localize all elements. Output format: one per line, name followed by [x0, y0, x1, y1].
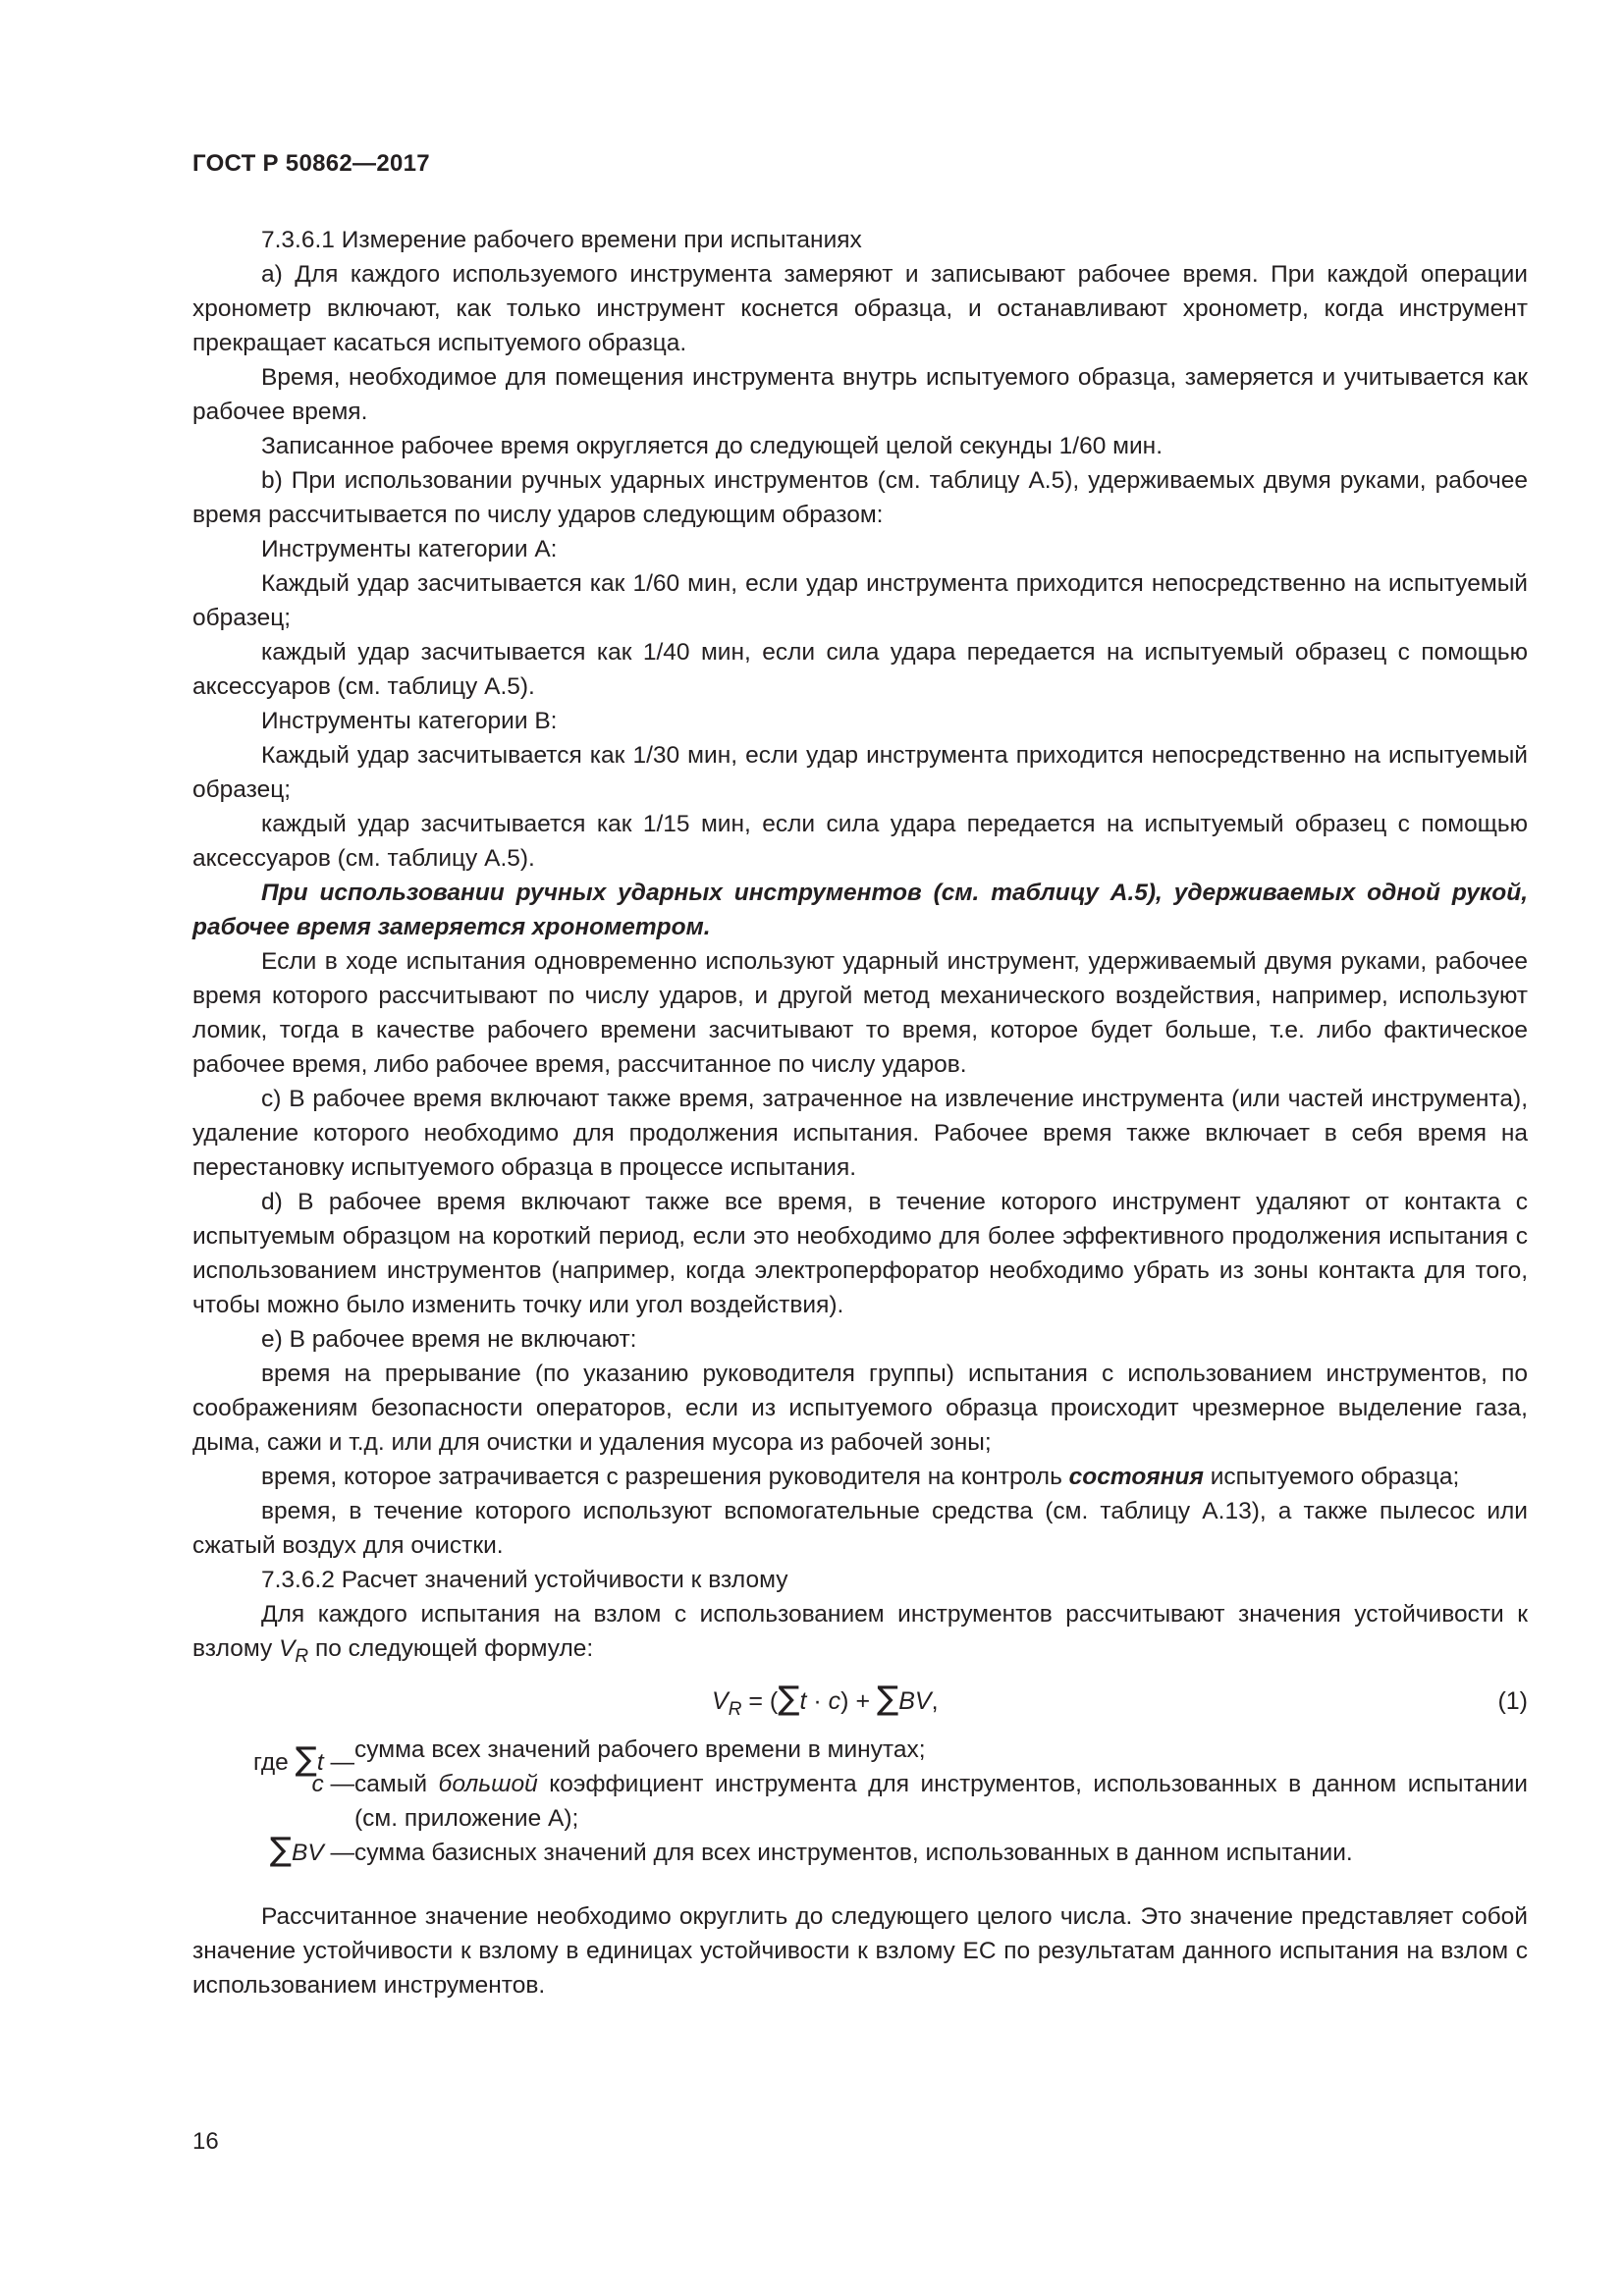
- definition-text: сумма базисных значений для всех инструментов, использованных в данном испытании.: [354, 1840, 1353, 1866]
- definition-text: [354, 1767, 1528, 1836]
- paragraph: d) В рабочее время включают также все время, в течение которого инструмент удаляют от контакта с испытуемым образцом на короткий период, если это необходимо для более эффективного продолжения испытания с использованием инструментов (например, когда электроперфоратор необходимо убрать из зоны контакта для того, чтобы можно было изменить точку или угол воздействия).: [192, 1189, 1528, 1318]
- formula-1: [192, 1678, 1528, 1725]
- paragraph: e) В рабочее время не включают:: [261, 1326, 637, 1353]
- definition-sum-bv: [192, 1830, 1528, 1870]
- symbol-r-subscript: R: [295, 1646, 309, 1667]
- clause-7-3-6-1-heading: 7.3.6.1 Измерение рабочего времени при испытаниях: [261, 227, 862, 253]
- formula-expression: [712, 1678, 939, 1728]
- paragraph: время на прерывание (по указанию руководителя группы) испытания с использованием инструментов, по соображениям безопасности операторов, если из испытуемого образца происходит чрезмерное выделение газа, дыма, сажи и т.д. или для очистки и удаления мусора из рабочей зоны;: [192, 1361, 1528, 1456]
- where-word: где: [253, 1749, 296, 1776]
- paragraph: Рассчитанное значение необходимо округлить до следующего целого числа. Это значение представляет собой значение устойчивости к взлому в единицах устойчивости к взлому ЕС по результатам данного испытания на взлом с использованием инструментов.: [192, 1903, 1528, 1999]
- paragraph: a) Для каждого используемого инструмента замеряют и записывают рабочее время. При каждой операции хронометр включают, как только инструмент коснется образца, и останавливают хронометр, когда инструмент прекращает касаться испытуемого образца.: [192, 261, 1528, 356]
- paragraph: [192, 1597, 1528, 1668]
- paragraph: каждый удар засчитывается как 1/15 мин, если сила удара передается на испытуемый образец с помощью аксессуаров (см. таблицу А.5).: [192, 811, 1528, 872]
- paragraph: b) При использовании ручных ударных инструментов (см. таблицу А.5), удерживаемых двумя руками, рабочее время рассчитывается по числу ударов следующим образом:: [192, 467, 1528, 528]
- text-run: Для каждого испытания на взлом с использованием инструментов рассчитывают значения устойчивости к взлому: [192, 1601, 1528, 1662]
- emphasized-word: большой: [438, 1771, 538, 1797]
- paragraph: Инструменты категории В:: [261, 708, 558, 734]
- definition-c: [192, 1767, 1528, 1836]
- document-header: ГОСТ Р 50862—2017: [192, 150, 430, 177]
- dash: —: [323, 1771, 354, 1797]
- symbol-bv: BV: [898, 1687, 932, 1715]
- formula-text: ) +: [840, 1687, 877, 1715]
- formula-text: = (: [741, 1687, 779, 1715]
- paragraph: [192, 1460, 1528, 1494]
- symbol-v: V: [712, 1687, 729, 1715]
- paragraph: Инструменты категории А:: [261, 536, 558, 562]
- document-body: [192, 223, 1528, 2002]
- dash: —: [323, 1840, 354, 1866]
- paragraph: каждый удар засчитывается как 1/40 мин, если сила удара передается на испытуемый образец с помощью аксессуаров (см. таблицу А.5).: [192, 639, 1528, 700]
- symbol-t: t: [316, 1749, 324, 1776]
- text-run: самый: [354, 1771, 439, 1797]
- sigma-symbol: ∑: [269, 1830, 292, 1868]
- definition-sum-t: [192, 1733, 1528, 1778]
- emphasized-paragraph: При использовании ручных ударных инструментов (см. таблицу А.5), удерживаемых одной рукой, рабочее время замеряется хронометром.: [192, 880, 1528, 940]
- sigma-symbol: ∑: [778, 1679, 800, 1717]
- sigma-symbol: ∑: [877, 1679, 899, 1717]
- paragraph: Время, необходимое для помещения инструмента внутрь испытуемого образца, замеряется и учитывается как рабочее время.: [192, 364, 1528, 425]
- formula-number: (1): [1497, 1687, 1528, 1715]
- paragraph: Каждый удар засчитывается как 1/60 мин, если удар инструмента приходится непосредственно на испытуемый образец;: [192, 570, 1528, 631]
- symbol-c: c: [828, 1687, 841, 1715]
- paragraph: c) В рабочее время включают также время, затраченное на извлечение инструмента (или частей инструмента), удаление которого необходимо для продолжения испытания. Рабочее время также включает в себя время на перестановку испытуемого образца в процессе испытания.: [192, 1086, 1528, 1181]
- symbol-r-subscript: R: [728, 1699, 742, 1720]
- paragraph: Записанное рабочее время округляется до следующей целой секунды 1/60 мин.: [261, 433, 1163, 459]
- symbol-bv: BV: [292, 1840, 324, 1866]
- text-run: время, которое затрачивается с разрешения руководителя на контроль: [261, 1464, 1069, 1490]
- symbol-definitions: [192, 1733, 1528, 1870]
- paragraph: время, в течение которого используют вспомогательные средства (см. таблицу А.13), а также пылесос или сжатый воздух для очистки.: [192, 1498, 1528, 1559]
- clause-7-3-6-2-heading: 7.3.6.2 Расчет значений устойчивости к взлому: [261, 1567, 788, 1593]
- symbol-v: V: [279, 1635, 296, 1662]
- text-run: испытуемого образца;: [1203, 1464, 1460, 1490]
- symbol-c: c: [311, 1771, 324, 1797]
- page-number: 16: [192, 2128, 219, 2155]
- definition-label: [192, 1830, 354, 1870]
- sigma-symbol: ∑: [295, 1739, 317, 1778]
- paragraph: Если в ходе испытания одновременно используют ударный инструмент, удерживаемый двумя руками, рабочее время которого рассчитывают по числу ударов, и другой метод механического воздействия, например, используют ломик, тогда в качестве рабочего времени засчитывают то время, которое будет больше, т.е. либо фактическое рабочее время, либо рабочее время, рассчитанное по числу ударов.: [192, 948, 1528, 1078]
- definition-text: сумма всех значений рабочего времени в минутах;: [354, 1736, 926, 1763]
- definition-label: [192, 1739, 354, 1780]
- text-run: по следующей формуле:: [308, 1635, 594, 1662]
- formula-text: ,: [931, 1687, 939, 1715]
- formula-text: ·: [806, 1687, 829, 1715]
- paragraph: Каждый удар засчитывается как 1/30 мин, если удар инструмента приходится непосредственно на испытуемый образец;: [192, 742, 1528, 803]
- symbol-t: t: [799, 1687, 807, 1715]
- emphasized-word: состояния: [1068, 1464, 1204, 1490]
- dash: —: [323, 1749, 354, 1776]
- text-run: коэффициент инструмента для инструментов, использованных в данном испытании (см. приложение А);: [354, 1771, 1528, 1832]
